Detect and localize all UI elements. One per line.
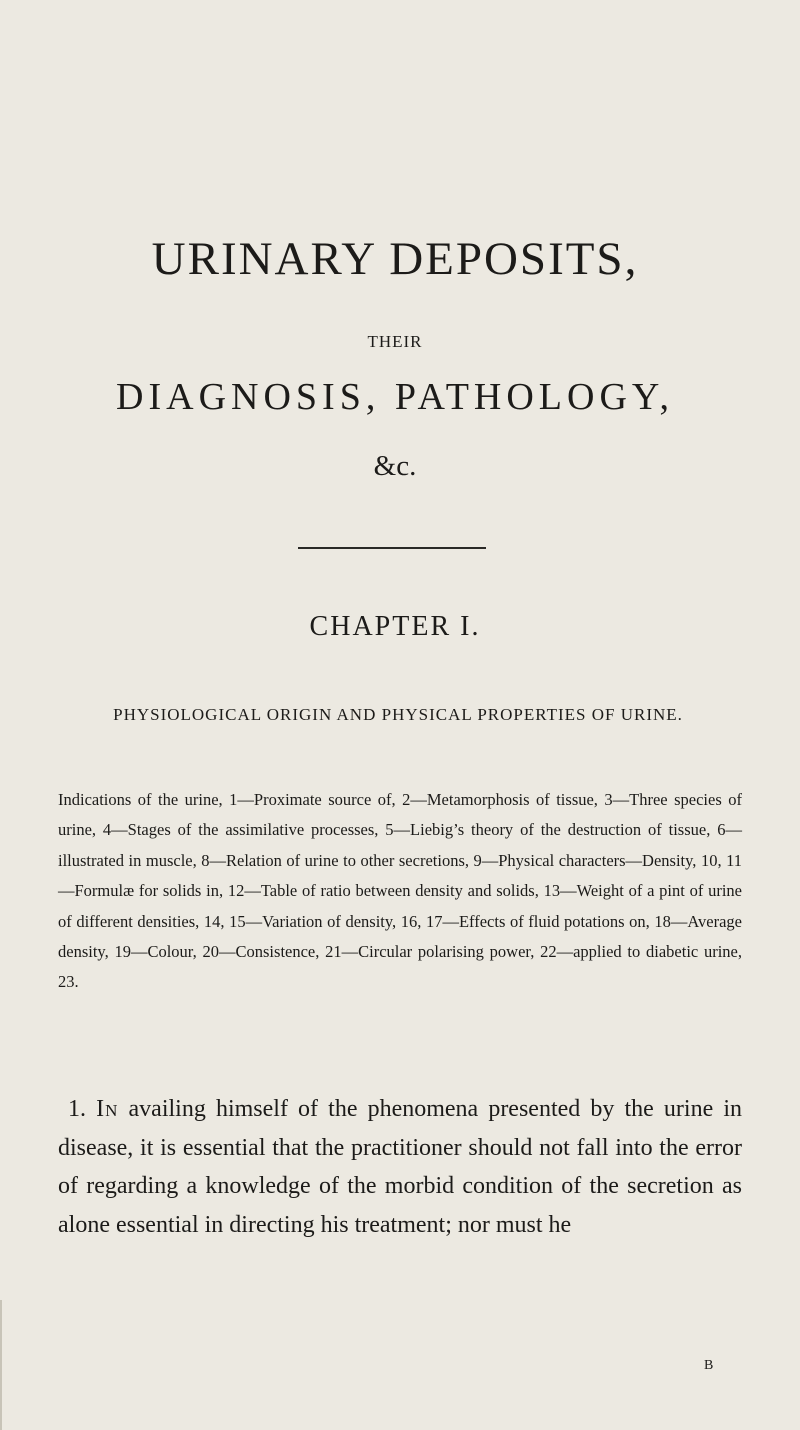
body-paragraph: [58, 1090, 742, 1244]
chapter-heading: CHAPTER I.: [309, 611, 481, 642]
chapter-subheading: PHYSIOLOGICAL ORIGIN AND PHYSICAL PROPERTIES OF URINE.: [113, 705, 683, 724]
paragraph-number: 1.: [68, 1096, 86, 1122]
chapter-contents-summary: Indications of the urine, 1—Proximate source of, 2—Metamorphosis of tissue, 3—Three species of urine, 4—Stages of the assimilative processes, 5—Liebig’s theory of the destruction of tissue, 6—illustrated in muscle, 8—Relation of urine to other secretions, 9—Physical characters—Density, 10, 11—Formulæ for solids in, 12—Table of ratio between density and solids, 13—Weight of a pint of urine of different densities, 14, 15—Variation of density, 16, 17—Effects of fluid potations on, 18—Average density, 19—Colour, 20—Consistence, 21—Circular polarising power, 22—applied to diabetic urine, 23.: [58, 790, 742, 992]
paragraph-lead-word: In: [96, 1096, 119, 1122]
main-title: URINARY DEPOSITS,: [151, 233, 639, 285]
subtitle: DIAGNOSIS, PATHOLOGY,: [116, 376, 674, 418]
signature-mark: B: [704, 1358, 714, 1373]
section-divider: [298, 547, 486, 549]
paragraph-text: availing himself of the phenomena presented by the urine in disease, it is essential that the practitioner should not fall into the error of regarding a knowledge of the morbid condition of the secretion as alone essential in directing his treatment; nor must he: [58, 1096, 743, 1238]
page-edge-shadow: [0, 1300, 2, 1430]
subtitle-etc: &c.: [373, 450, 417, 482]
title-connector: THEIR: [367, 332, 423, 351]
